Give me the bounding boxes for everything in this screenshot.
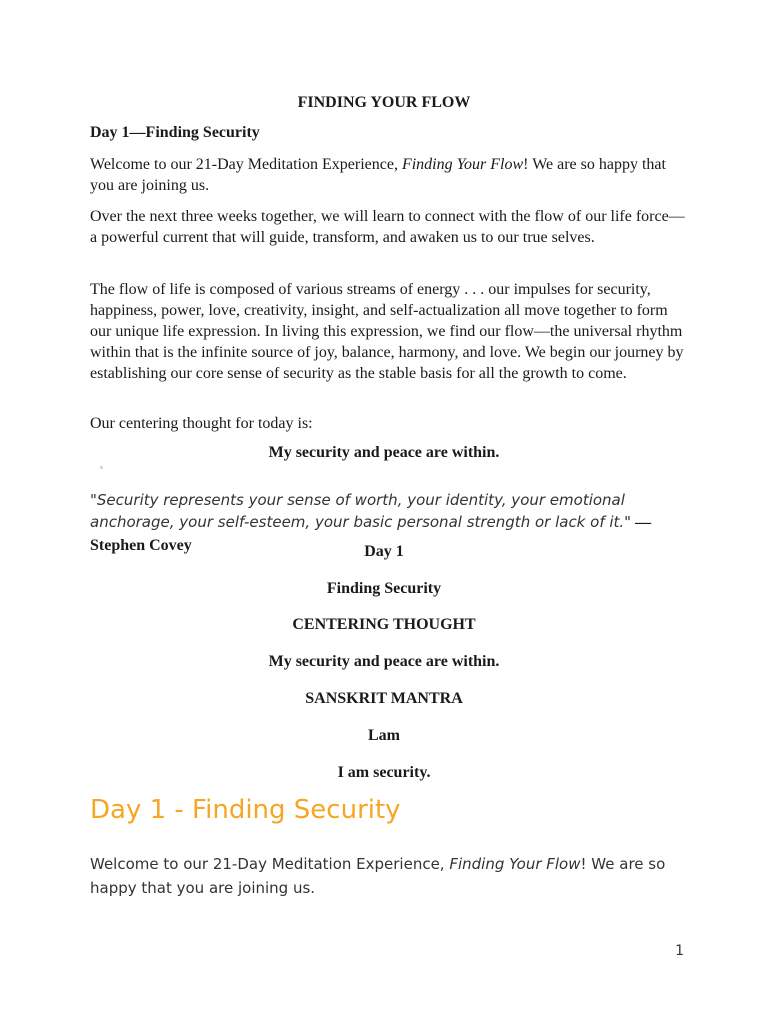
flow-paragraph: The flow of life is composed of various streams of energy . . . our impulses for security, happiness, power, love, creativity, insight, and self-actualization all move together to form our unique life expression. In living this expression, we find our flow—the universal rhythm within that is the infinite source of joy, balance, harmony, and love. We begin our journey by establishing our core sense of security as the stable basis for all the growth to come.	[90, 281, 684, 382]
section-welcome-start: Welcome to our 21-Day Meditation Experience,	[90, 855, 450, 873]
card-centering-label: CENTERING THOUGHT	[292, 616, 476, 633]
centering-intro-paragraph: Our centering thought for today is:	[90, 415, 313, 432]
section-heading: Day 1 - Finding Security	[90, 795, 401, 825]
card-mantra: Lam	[368, 727, 400, 744]
day-heading: Day 1—Finding Security	[90, 124, 260, 141]
quote-text: "Security represents your sense of worth, your identity, your emotional anchorage, your self-esteem, your basic personal strength or lack of it."	[90, 491, 632, 531]
intro-paragraph: Over the next three weeks together, we will learn to connect with the flow of our life force—a powerful current that will guide, transform, and awaken us to our true selves.	[90, 208, 685, 246]
welcome-text-end: ! We are so happy that you are joining us.	[90, 156, 666, 194]
section-welcome-emphasis: Finding Your Flow	[449, 855, 581, 873]
card-day: Day 1	[364, 543, 404, 560]
card-mantra-label: SANSKRIT MANTRA	[305, 690, 463, 707]
welcome-paragraph	[90, 154, 690, 196]
section-welcome-paragraph	[90, 852, 690, 900]
welcome-text-start: Welcome to our 21-Day Meditation Experience,	[90, 156, 402, 173]
welcome-emphasis: Finding Your Flow	[401, 156, 524, 173]
page-number: 1	[675, 943, 684, 959]
card-centering-text: My security and peace are within.	[268, 653, 500, 670]
decorative-mark	[100, 466, 103, 469]
centering-thought: My security and peace are within.	[268, 444, 500, 461]
quote-attribution: —Stephen Covey	[90, 514, 652, 554]
document-title: FINDING YOUR FLOW	[297, 94, 471, 111]
section-welcome-end: ! We are so happy that you are joining us.	[90, 855, 666, 897]
card-theme: Finding Security	[326, 580, 442, 597]
card-affirmation: I am security.	[337, 764, 431, 781]
